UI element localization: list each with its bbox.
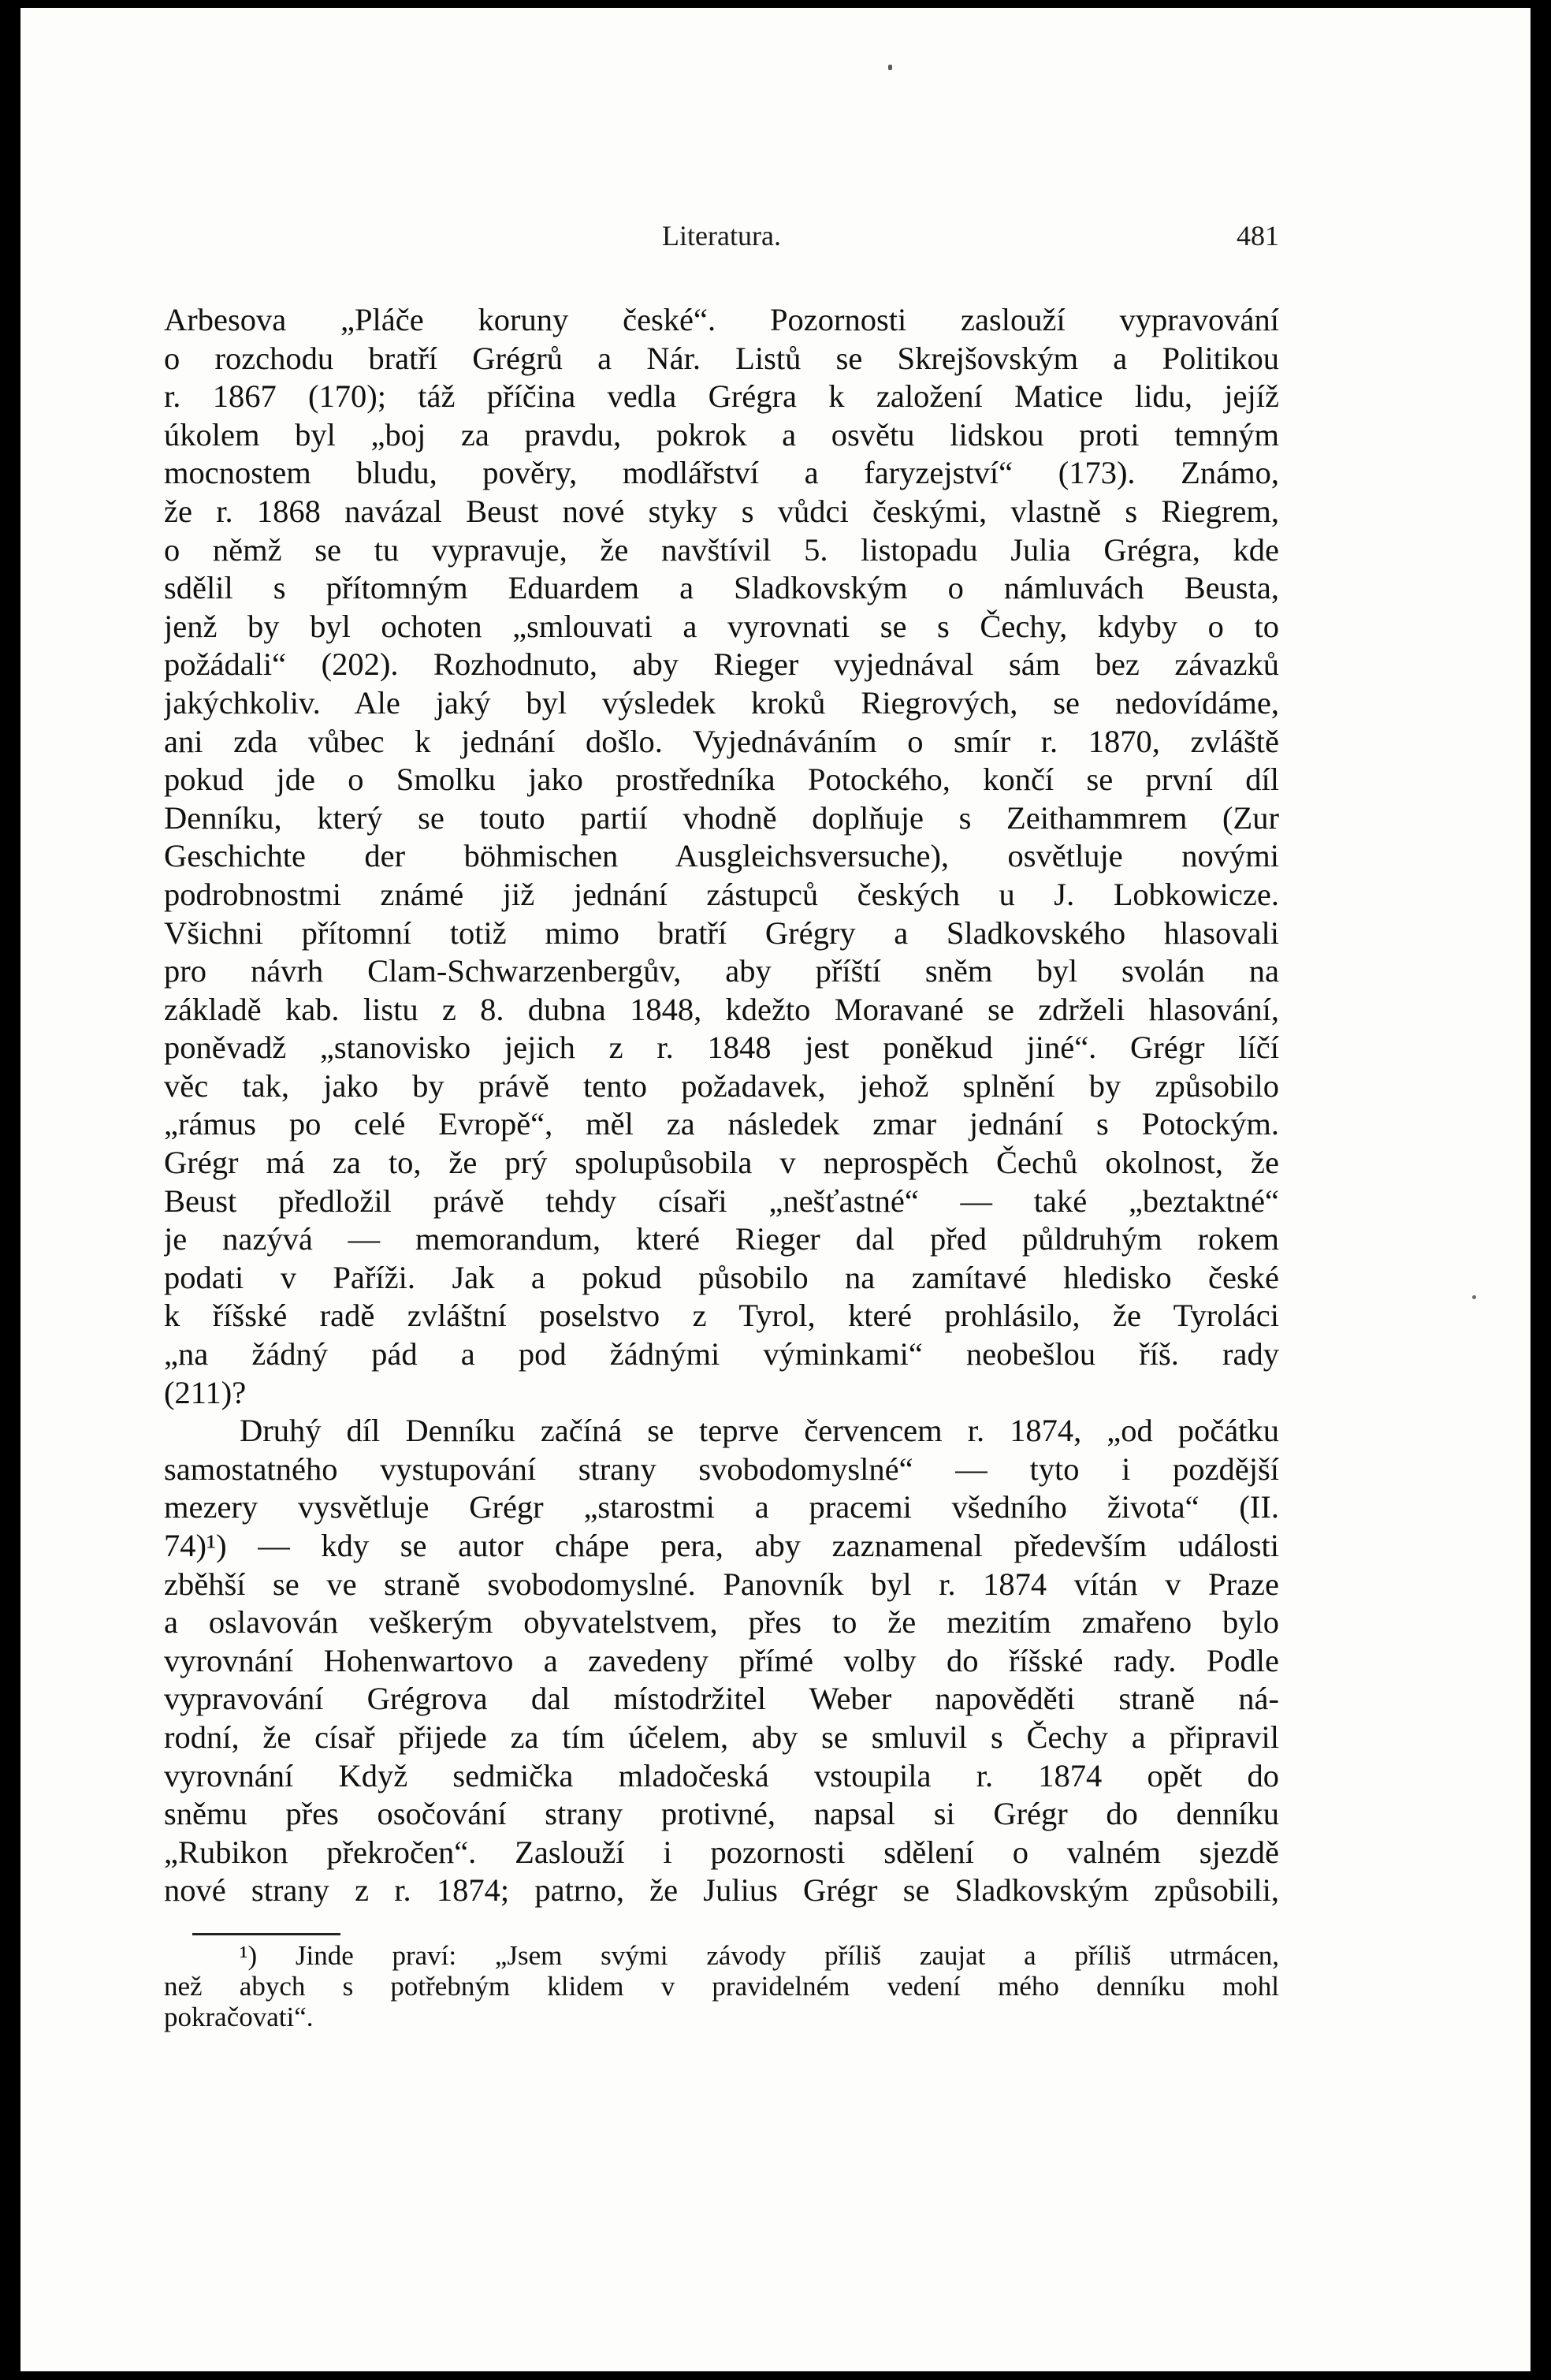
text-line: že r. 1868 navázal Beust nové styky s vůdci českými, vlastně s Riegrem, bbox=[164, 493, 1279, 529]
text-line: pokud jde o Smolku jako prostředníka Potockého, končí se první díl bbox=[164, 762, 1279, 798]
text-line: a oslavován veškerým obyvatelstvem, přes to že mezitím zmařeno bylo bbox=[164, 1604, 1279, 1641]
text-line: vyrovnání Když sedmička mladočeská vstoupila r. 1874 opět do bbox=[164, 1757, 1279, 1793]
text-line: o němž se tu vypravuje, že navštívil 5. listopadu Julia Grégra, kde bbox=[164, 531, 1279, 568]
text-line: Grégr má za to, že prý spolupůsobila v neprospěch Čechů okolnost, že bbox=[164, 1145, 1279, 1181]
text-line: základě kab. listu z 8. dubna 1848, kdežto Moravané se zdrželi hlasování, bbox=[164, 991, 1279, 1027]
text-line: vypravování Grégrova dal místodržitel Weber napověděti straně ná- bbox=[164, 1681, 1279, 1717]
running-title: Literatura. bbox=[662, 220, 781, 251]
page-number: 481 bbox=[1237, 220, 1279, 251]
footnote bbox=[164, 1940, 1279, 2032]
text-line: „na žádný pád a pod žádnými výminkami“ neobešlou říš. rady bbox=[164, 1336, 1279, 1373]
text-line: mocnostem bludu, pověry, modlářství a faryzejství“ (173). Známo, bbox=[164, 455, 1279, 491]
text-line: (211)? bbox=[164, 1374, 247, 1410]
running-header bbox=[164, 218, 1279, 257]
text-line: mezery vysvětluje Grégr „starostmi a pracemi všedního života“ (II. bbox=[164, 1489, 1279, 1525]
text-line: Všichni přítomní totiž mimo bratří Grégry a Sladkovského hlasovali bbox=[164, 914, 1279, 951]
text-line: požádali“ (202). Rozhodnuto, aby Rieger vyjednával sám bez závazků bbox=[164, 646, 1279, 683]
text-line: Druhý díl Denníku začíná se teprve červencem r. 1874, „od počátku bbox=[240, 1413, 1279, 1449]
text-line: „rámus po celé Evropě“, měl za následek zmar jednání s Potockým. bbox=[164, 1106, 1279, 1142]
text-line: zběhší se ve straně svobodomyslné. Panovník byl r. 1874 vítán v Praze bbox=[164, 1566, 1279, 1602]
footnote-line: pokračovati“. bbox=[164, 2002, 314, 2032]
text-line: poněvadž „stanovisko jejich z r. 1848 jest poněkud jiné“. Grégr líčí bbox=[164, 1030, 1279, 1066]
text-line: k říšské radě zvláštní poselstvo z Tyrol, které prohlásilo, že Tyroláci bbox=[164, 1298, 1279, 1334]
text-line: samostatného vystupování strany svobodomyslné“ — tyto i pozdější bbox=[164, 1451, 1279, 1487]
text-line: nové strany z r. 1874; patrno, že Julius Grégr se Sladkovským způsobili, bbox=[164, 1872, 1279, 1909]
text-line: rodní, že císař přijede za tím účelem, aby se smluvil s Čechy a připravil bbox=[164, 1719, 1279, 1755]
text-line: podati v Paříži. Jak a pokud působilo na zamítavé hledisko české bbox=[164, 1259, 1279, 1295]
scan-speck bbox=[1472, 1295, 1476, 1299]
body-text bbox=[164, 301, 1279, 1910]
text-line: jakýchkoliv. Ale jaký byl výsledek kroků Riegrových, se nedovídáme, bbox=[164, 684, 1279, 721]
text-line: „Rubikon překročen“. Zaslouží i pozornosti sdělení o valném sjezdě bbox=[164, 1834, 1279, 1870]
footnote-line: než abych s potřebným klidem v pravidelném vedení mého denníku mohl bbox=[164, 1971, 1279, 2002]
text-line: Beust předložil právě tehdy císaři „nešťastné“ — také „beztaktné“ bbox=[164, 1183, 1279, 1219]
footnote-rule bbox=[192, 1933, 340, 1935]
text-line: Denníku, který se touto partií vhodně doplňuje s Zeithammrem (Zur bbox=[164, 799, 1279, 836]
text-line: jenž by byl ochoten „smlouvati a vyrovnati se s Čechy, kdyby o to bbox=[164, 608, 1279, 644]
scan-speck bbox=[888, 65, 892, 70]
text-line: úkolem byl „boj za pravdu, pokrok a osvětu lidskou proti temným bbox=[164, 416, 1279, 453]
text-line: o rozchodu bratří Grégrů a Nár. Listů se Skrejšovským a Politikou bbox=[164, 340, 1279, 376]
text-line: ani zda vůbec k jednání došlo. Vyjednáváním o smír r. 1870, zvláště bbox=[164, 723, 1279, 759]
text-line: sdělil s přítomným Eduardem a Sladkovským o námluvách Beusta, bbox=[164, 570, 1279, 606]
text-line: Geschichte der böhmischen Ausgleichsversuche), osvětluje novými bbox=[164, 838, 1279, 874]
text-line: podrobnostmi známé již jednání zástupců českých u J. Lobkowicze. bbox=[164, 876, 1279, 912]
text-line: je nazývá — memorandum, které Rieger dal před půldruhým rokem bbox=[164, 1221, 1279, 1257]
footnote-line: ¹) Jinde praví: „Jsem svými závody příliš zaujat a příliš utrmácen, bbox=[240, 1940, 1279, 1971]
text-line: sněmu přes osočování strany protivné, napsal si Grégr do denníku bbox=[164, 1796, 1279, 1832]
text-line: vyrovnání Hohenwartovo a zavedeny přímé volby do říšské rady. Podle bbox=[164, 1642, 1279, 1678]
text-line: Arbesova „Pláče koruny české“. Pozornosti zaslouží vypravování bbox=[164, 302, 1279, 337]
text-line: r. 1867 (170); táž příčina vedla Grégra k založení Matice lidu, jejíž bbox=[164, 378, 1279, 415]
text-line: věc tak, jako by právě tento požadavek, jehož splnění by způsobilo bbox=[164, 1067, 1279, 1104]
text-line: 74)¹) — kdy se autor chápe pera, aby zaznamenal především události bbox=[164, 1528, 1279, 1563]
text-line: pro návrh Clam-Schwarzenbergův, aby příští sněm byl svolán na bbox=[164, 953, 1279, 989]
